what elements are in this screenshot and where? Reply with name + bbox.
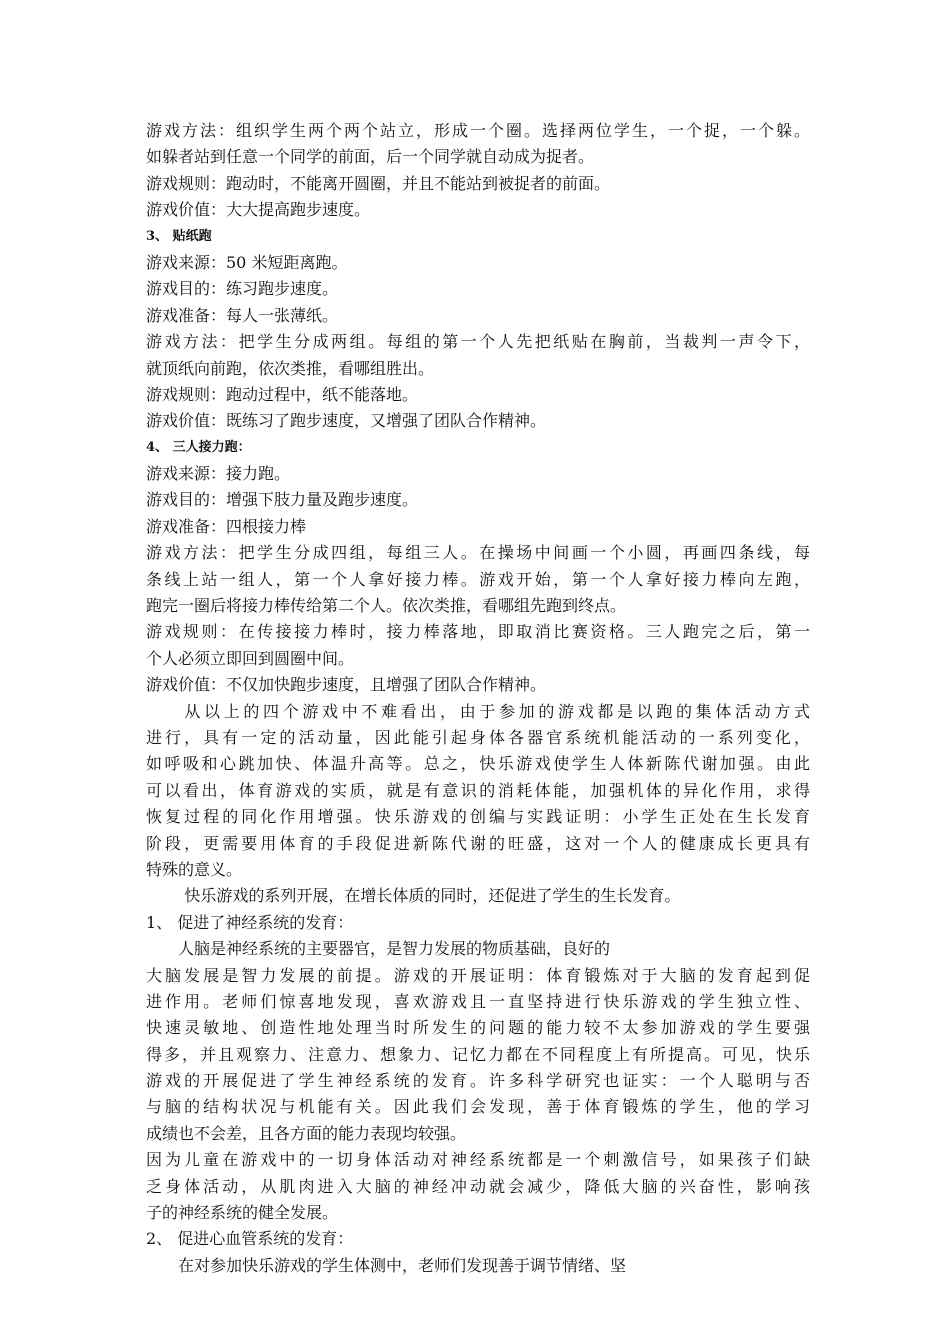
- text-line: 快速灵敏地、创造性地处理当时所发生的问题的能力较不太参加游戏的学生要强: [146, 1018, 810, 1038]
- text-line: 游戏来源：50 米短距离跑。: [146, 252, 348, 272]
- text-line: 从以上的四个游戏中不难看出，由于参加的游戏都是以跑的集体活动方式: [184, 701, 810, 721]
- text-line: 2、 促进心血管系统的发育：: [146, 1229, 354, 1249]
- text-line: 跑完一圈后将接力棒传给第二个人。依次类推，看哪组先跑到终点。: [146, 596, 627, 616]
- text-line: 因为儿童在游戏中的一切身体活动对神经系统都是一个刺激信号，如果孩子们缺: [146, 1150, 810, 1170]
- text-line: 游戏目的：增强下肢力量及跑步速度。: [146, 490, 419, 510]
- text-line: 个人必须立即回到圆圈中间。: [146, 648, 355, 668]
- text-line: 游戏价值：不仅加快跑步速度，且增强了团队合作精神。: [146, 675, 547, 695]
- text-line: 大脑发展是智力发展的前提。游戏的开展证明：体育锻炼对于大脑的发育起到促: [146, 965, 810, 985]
- text-line: 条线上站一组人，第一个人拿好接力棒。游戏开始，第一个人拿好接力棒向左跑，: [146, 569, 810, 589]
- text-line: 游戏规则：跑动时，不能离开圆圈，并且不能站到被捉者的前面。: [146, 173, 611, 193]
- text-line: 得多，并且观察力、注意力、想象力、记忆力都在不同程度上有所提高。可见，快乐: [146, 1044, 810, 1064]
- text-line: 游戏的开展促进了学生神经系统的发育。许多科学研究也证实：一个人聪明与否: [146, 1071, 810, 1091]
- text-line: 1、 促进了神经系统的发育：: [146, 912, 354, 932]
- text-line: 游戏规则：在传接接力棒时，接力棒落地，即取消比赛资格。三人跑完之后，第一: [146, 622, 810, 642]
- text-line: 进行，具有一定的活动量，因此能引起身体各器官系统机能活动的一系列变化，: [146, 727, 810, 747]
- section-heading: 3、 贴纸跑: [146, 228, 212, 244]
- text-line: 游戏方法：把学生分成四组，每组三人。在操场中间画一个小圆，再画四条线，每: [146, 543, 810, 563]
- section-heading: 4、 三人接力跑：: [146, 439, 251, 455]
- text-line: 就顶纸向前跑，依次类推，看哪组胜出。: [146, 358, 435, 378]
- text-line: 如呼吸和心跳加快、体温升高等。总之，快乐游戏使学生人体新陈代谢加强。由此: [146, 754, 810, 774]
- text-line: 游戏价值：既练习了跑步速度，又增强了团队合作精神。: [146, 411, 547, 431]
- text-line: 乏身体活动，从肌肉进入大脑的神经冲动就会减少，降低大脑的兴奋性，影响孩: [146, 1176, 810, 1196]
- text-line: 恢复过程的同化作用增强。快乐游戏的创编与实践证明：小学生正处在生长发育: [146, 807, 810, 827]
- document-page: [146, 118, 810, 1279]
- text-line: 阶段，更需要用体育的手段促进新陈代谢的旺盛，这对一个人的健康成长更具有: [146, 833, 810, 853]
- text-line: 游戏方法：组织学生两个两个站立，形成一个圈。选择两位学生，一个捉，一个躲。: [146, 121, 810, 140]
- text-line: 游戏方法：把学生分成两组。每组的第一个人先把纸贴在胸前，当裁判一声令下，: [146, 332, 810, 352]
- text-line: 人脑是神经系统的主要器官，是智力发展的物质基础，良好的: [178, 939, 611, 959]
- text-line: 快乐游戏的系列开展，在增长体质的同时，还促进了学生的生长发育。: [184, 886, 681, 906]
- text-line: 游戏规则：跑动过程中，纸不能落地。: [146, 384, 419, 404]
- text-line: 可以看出，体育游戏的实质，就是有意识的消耗体能，加强机体的异化作用，求得: [146, 780, 810, 800]
- text-line: 游戏准备：四根接力棒: [146, 516, 307, 536]
- text-line: 在对参加快乐游戏的学生体测中，老师们发现善于调节情绪、坚: [178, 1255, 627, 1275]
- text-line: 子的神经系统的健全发展。: [146, 1203, 339, 1223]
- text-line: 游戏来源：接力跑。: [146, 464, 291, 484]
- text-line: 进作用。老师们惊喜地发现，喜欢游戏且一直坚持进行快乐游戏的学生独立性、: [146, 991, 810, 1011]
- text-line: 成绩也不会差，且各方面的能力表现均较强。: [146, 1123, 467, 1143]
- text-line: 游戏准备：每人一张薄纸。: [146, 305, 339, 325]
- text-line: 特殊的意义。: [146, 859, 243, 879]
- text-line: 如躲者站到任意一个同学的前面，后一个同学就自动成为捉者。: [146, 147, 595, 167]
- text-line: 游戏目的：练习跑步速度。: [146, 279, 339, 299]
- text-line: 与脑的结构状况与机能有关。因此我们会发现，善于体育锻炼的学生，他的学习: [146, 1097, 810, 1117]
- text-line: 游戏价值：大大提高跑步速度。: [146, 200, 371, 220]
